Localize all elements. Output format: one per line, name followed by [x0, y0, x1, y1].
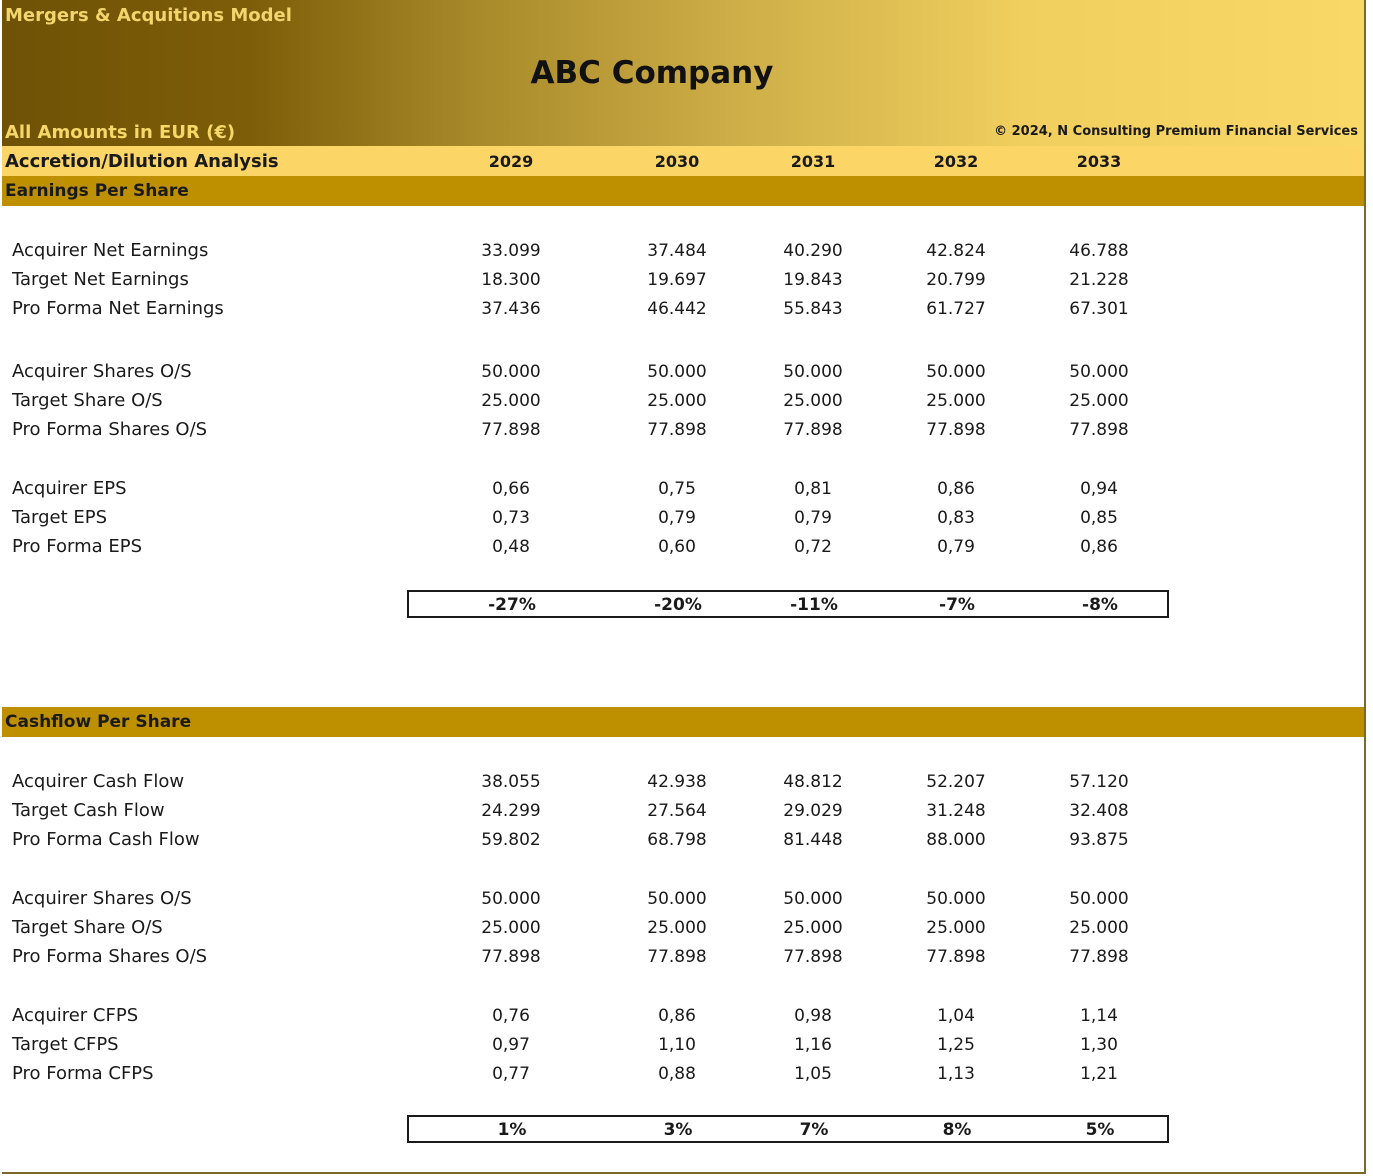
row-label: Pro Forma Net Earnings [12, 298, 224, 319]
cell-value: 19.843 [783, 270, 843, 290]
cell-value: 0,86 [1080, 537, 1118, 557]
currency-note: All Amounts in EUR (€) [5, 122, 236, 143]
cell-value: 77.898 [1069, 420, 1129, 440]
cell-value: 1,13 [937, 1064, 975, 1084]
cell-value: 0,83 [937, 508, 975, 528]
cell-value: 1,04 [937, 1006, 975, 1026]
eps-accretion-box [407, 590, 1169, 618]
cell-value: 31.248 [926, 801, 986, 821]
cell-value: 40.290 [783, 241, 843, 261]
table-row [2, 503, 1364, 532]
year-header: 2030 [654, 152, 700, 171]
table-row [2, 913, 1364, 942]
cell-value: 50.000 [1069, 889, 1129, 909]
accretion-value: 8% [942, 1120, 972, 1140]
cell-value: 25.000 [1069, 918, 1129, 938]
cell-value: 0,81 [794, 479, 832, 499]
cell-value: 55.843 [783, 299, 843, 319]
cell-value: 50.000 [783, 889, 843, 909]
spreadsheet-sheet [2, 0, 1366, 1174]
table-row [2, 236, 1364, 265]
cell-value: 88.000 [926, 830, 986, 850]
accretion-value: -7% [939, 595, 975, 615]
year-header: 2031 [790, 152, 836, 171]
cell-value: 25.000 [647, 391, 707, 411]
cell-value: 1,14 [1080, 1006, 1118, 1026]
header-banner [2, 0, 1364, 146]
cell-value: 42.824 [926, 241, 986, 261]
cell-value: 37.484 [647, 241, 707, 261]
cell-value: 77.898 [1069, 947, 1129, 967]
cell-value: 77.898 [783, 420, 843, 440]
year-header: 2029 [488, 152, 534, 171]
table-row [2, 796, 1364, 825]
table-row [2, 532, 1364, 561]
accretion-value: -8% [1082, 595, 1118, 615]
cell-value: 52.207 [926, 772, 986, 792]
section-header-cfps [2, 707, 1364, 737]
cell-value: 0,79 [794, 508, 832, 528]
cell-value: 37.436 [481, 299, 541, 319]
table-row [2, 767, 1364, 796]
cell-value: 25.000 [783, 918, 843, 938]
row-label: Target Net Earnings [12, 269, 189, 290]
cell-value: 50.000 [481, 889, 541, 909]
row-label: Acquirer Cash Flow [12, 771, 185, 792]
row-label: Acquirer Shares O/S [12, 361, 192, 382]
cell-value: 1,16 [794, 1035, 832, 1055]
cell-value: 1,30 [1080, 1035, 1118, 1055]
cell-value: 77.898 [647, 420, 707, 440]
cell-value: 0,60 [658, 537, 696, 557]
row-label: Pro Forma Cash Flow [12, 829, 200, 850]
cell-value: 0,72 [794, 537, 832, 557]
year-header: 2032 [933, 152, 979, 171]
row-label: Acquirer Net Earnings [12, 240, 209, 261]
copyright-note: © 2024, N Consulting Premium Financial Services [994, 124, 1358, 139]
row-label: Pro Forma CFPS [12, 1063, 154, 1084]
cell-value: 57.120 [1069, 772, 1129, 792]
table-header-row [2, 146, 1364, 176]
model-title: Mergers & Acquitions Model [5, 5, 292, 26]
cell-value: 0,79 [937, 537, 975, 557]
cell-value: 0,86 [937, 479, 975, 499]
cell-value: 0,86 [658, 1006, 696, 1026]
accretion-value: 7% [799, 1120, 829, 1140]
table-row [2, 415, 1364, 444]
cell-value: 77.898 [926, 420, 986, 440]
table-row [2, 942, 1364, 971]
cell-value: 1,05 [794, 1064, 832, 1084]
row-label: Pro Forma EPS [12, 536, 143, 557]
cell-value: 1,10 [658, 1035, 696, 1055]
row-label: Pro Forma Shares O/S [12, 419, 208, 440]
row-label: Target Cash Flow [12, 800, 165, 821]
table-row [2, 294, 1364, 323]
cell-value: 0,76 [492, 1006, 530, 1026]
cell-value: 1,25 [937, 1035, 975, 1055]
cell-value: 50.000 [481, 362, 541, 382]
cell-value: 1,21 [1080, 1064, 1118, 1084]
table-row [2, 386, 1364, 415]
accretion-value: 5% [1085, 1120, 1115, 1140]
cell-value: 0,88 [658, 1064, 696, 1084]
cell-value: 0,77 [492, 1064, 530, 1084]
cell-value: 27.564 [647, 801, 707, 821]
section-title: Earnings Per Share [5, 181, 189, 201]
row-label: Target Share O/S [12, 917, 163, 938]
cell-value: 50.000 [1069, 362, 1129, 382]
cell-value: 77.898 [783, 947, 843, 967]
accretion-value: -11% [790, 595, 838, 615]
cell-value: 0,79 [658, 508, 696, 528]
cell-value: 59.802 [481, 830, 541, 850]
cell-value: 25.000 [1069, 391, 1129, 411]
table-row [2, 1001, 1364, 1030]
cell-value: 77.898 [481, 420, 541, 440]
cell-value: 29.029 [783, 801, 843, 821]
cell-value: 50.000 [926, 362, 986, 382]
cell-value: 77.898 [481, 947, 541, 967]
cell-value: 25.000 [481, 918, 541, 938]
cell-value: 81.448 [783, 830, 843, 850]
cell-value: 25.000 [926, 918, 986, 938]
cell-value: 25.000 [783, 391, 843, 411]
cell-value: 25.000 [647, 918, 707, 938]
table-row [2, 474, 1364, 503]
table-row [2, 357, 1364, 386]
accretion-value: 3% [663, 1120, 693, 1140]
cell-value: 32.408 [1069, 801, 1129, 821]
cell-value: 61.727 [926, 299, 986, 319]
cell-value: 50.000 [783, 362, 843, 382]
cell-value: 68.798 [647, 830, 707, 850]
cell-value: 50.000 [647, 889, 707, 909]
cell-value: 93.875 [1069, 830, 1129, 850]
cell-value: 0,48 [492, 537, 530, 557]
cell-value: 46.442 [647, 299, 707, 319]
accretion-value: 1% [497, 1120, 527, 1140]
company-name: ABC Company [530, 55, 774, 91]
cell-value: 0,75 [658, 479, 696, 499]
row-label: Acquirer EPS [12, 478, 127, 499]
row-label: Acquirer CFPS [12, 1005, 139, 1026]
cell-value: 18.300 [481, 270, 541, 290]
accretion-value: -20% [654, 595, 702, 615]
cell-value: 50.000 [647, 362, 707, 382]
cell-value: 25.000 [481, 391, 541, 411]
table-title: Accretion/Dilution Analysis [5, 151, 279, 172]
section-title: Cashflow Per Share [5, 712, 192, 732]
cell-value: 67.301 [1069, 299, 1129, 319]
cell-value: 38.055 [481, 772, 541, 792]
cell-value: 0,94 [1080, 479, 1118, 499]
row-label: Target CFPS [12, 1034, 119, 1055]
cell-value: 0,97 [492, 1035, 530, 1055]
table-row [2, 1030, 1364, 1059]
section-header-eps [2, 176, 1364, 206]
year-header: 2033 [1076, 152, 1122, 171]
cfps-accretion-box [407, 1115, 1169, 1143]
row-label: Target EPS [12, 507, 108, 528]
table-row [2, 884, 1364, 913]
accretion-value: -27% [488, 595, 536, 615]
cell-value: 50.000 [926, 889, 986, 909]
row-label: Target Share O/S [12, 390, 163, 411]
table-row [2, 825, 1364, 854]
table-row [2, 1059, 1364, 1088]
cell-value: 20.799 [926, 270, 986, 290]
cell-value: 0,85 [1080, 508, 1118, 528]
cell-value: 48.812 [783, 772, 843, 792]
row-label: Acquirer Shares O/S [12, 888, 192, 909]
cell-value: 21.228 [1069, 270, 1129, 290]
cell-value: 25.000 [926, 391, 986, 411]
cell-value: 0,66 [492, 479, 530, 499]
cell-value: 42.938 [647, 772, 707, 792]
cell-value: 24.299 [481, 801, 541, 821]
cell-value: 77.898 [926, 947, 986, 967]
row-label: Pro Forma Shares O/S [12, 946, 208, 967]
cell-value: 77.898 [647, 947, 707, 967]
cell-value: 33.099 [481, 241, 541, 261]
table-row [2, 265, 1364, 294]
cell-value: 19.697 [647, 270, 707, 290]
cell-value: 46.788 [1069, 241, 1129, 261]
cell-value: 0,73 [492, 508, 530, 528]
cell-value: 0,98 [794, 1006, 832, 1026]
